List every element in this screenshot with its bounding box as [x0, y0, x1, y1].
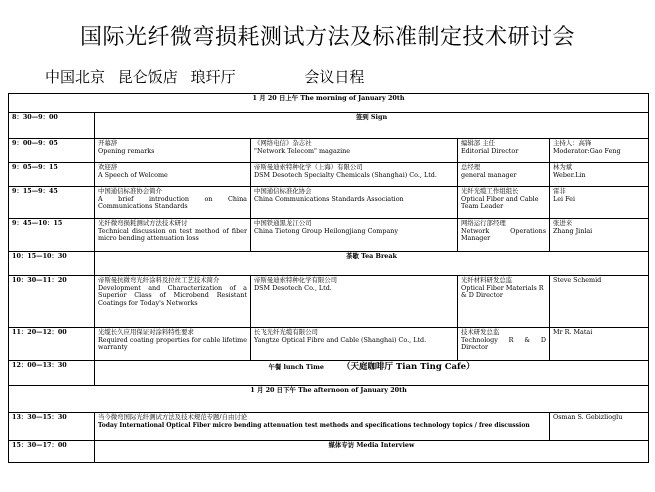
table-row	[9, 252, 649, 276]
role-cell	[458, 163, 550, 187]
org-cell	[251, 276, 458, 328]
schedule-table	[8, 93, 649, 463]
role-cell	[458, 276, 550, 328]
person-en: Zhang Jinlai	[553, 226, 593, 235]
time-cell: 9：00—9：05	[9, 139, 95, 163]
time-cell: 13：30—15：30	[9, 413, 95, 441]
table-row	[9, 413, 649, 441]
topic-cn: 当今微弯国际光纤测试方法及技术规范专题/自由讨论	[98, 413, 248, 421]
person-cell	[550, 187, 649, 219]
topic-cell	[95, 163, 251, 187]
banner-cell: 茶歇 Tea Break	[95, 252, 649, 276]
org-cell	[251, 328, 458, 361]
time-cell: 11：20—12：00	[9, 328, 95, 361]
venue-hall: 琅玕厅	[190, 68, 236, 86]
time-cell: 9：15—9：45	[9, 187, 95, 219]
role-en: Technology R & D Director	[461, 335, 546, 352]
topic-cell	[95, 328, 251, 361]
org-en: "Network Telecom" magazine	[254, 146, 351, 155]
org-en: DSM Desotech Specialty Chemicals (Shanghai) Co., Ltd.	[254, 170, 437, 179]
role-cn: 光纤材料研发总监	[461, 276, 513, 284]
org-cn: 帝斯曼迪索特种化学（上海）有限公司	[254, 163, 363, 171]
venue-line	[45, 66, 372, 87]
person-cell	[550, 139, 649, 163]
role-cn: 光纤光缆工作组组长	[461, 187, 519, 195]
topic-cell	[95, 276, 251, 328]
morning-header: 1 月 20 日上午 The morning of January 20th	[9, 94, 649, 113]
role-cell	[458, 219, 550, 252]
person-cell	[550, 163, 649, 187]
org-cn: 长飞光纤光缆有限公司	[254, 328, 318, 336]
topic-en: Development and Characterization of a Superior Class of Microbend Resistant Coatings for Today's Networks	[98, 283, 247, 308]
topic-cn: 光纤微弯损耗测试方法技术研讨	[98, 219, 188, 227]
person-en: Mr R. Matai	[553, 328, 593, 336]
table-row	[9, 139, 649, 163]
role-cell	[458, 328, 550, 361]
topic-cn: 帝斯曼抗微弯光纤涂料及拉丝工艺技术简介	[98, 276, 220, 284]
person-en: Steve Schemid	[553, 276, 602, 284]
time-cell: 10：30—11：20	[9, 276, 95, 328]
table-row	[9, 361, 649, 386]
org-en: China Tietong Group Heilongjiang Company	[254, 226, 398, 235]
topic-en: Opening remarks	[98, 146, 155, 155]
venue-hotel: 昆仑饭店	[117, 68, 178, 86]
topic-cn: 光缆长久应用保证对涂料特性要求	[98, 328, 194, 336]
page-title: 国际光纤微弯损耗测试方法及标准制定技术研讨会	[79, 25, 575, 50]
topic-en: A brief introduction on China Communications Standards	[98, 194, 247, 211]
lunch-venue: （天庭咖啡厅 Tian Ting Cafe）	[341, 362, 475, 372]
org-cn: 《网络电信》杂志社	[254, 139, 312, 147]
org-cell	[251, 219, 458, 252]
role-cell	[458, 139, 550, 163]
table-row	[9, 187, 649, 219]
topic-cn: 欢迎辞	[98, 163, 118, 171]
time-cell: 8：30—9：00	[9, 113, 95, 139]
afternoon-header: 1 月 20 日下午 The afternoon of January 20th	[9, 386, 649, 413]
role-en: Optical Fiber Materials R & D Director	[461, 283, 544, 300]
banner-cell	[95, 361, 649, 386]
role-en: Network Operations Manager	[461, 226, 546, 243]
person-cn: 林为斌	[553, 163, 573, 171]
role-en: Editorial Director	[461, 146, 519, 155]
time-cell: 9：45—10：15	[9, 219, 95, 252]
topic-cn: 开幕辞	[98, 139, 118, 147]
org-en: DSM Desotech Co., Ltd.	[254, 283, 332, 292]
venue-city: 中国北京	[45, 68, 106, 86]
topic-cell	[95, 413, 550, 441]
table-row	[9, 276, 649, 328]
org-cn: 中国通信标准化协会	[254, 187, 312, 195]
org-cn: 帝斯曼迪索特种化学有限公司	[254, 276, 338, 284]
person-cell: Osman S. Gebizlioglu	[550, 413, 649, 441]
topic-cell	[95, 187, 251, 219]
org-cell	[251, 187, 458, 219]
time-cell: 9：05—9：15	[9, 163, 95, 187]
org-cn: 中国铁通黑龙江公司	[254, 219, 312, 227]
person-en: Moderator:Gao Feng	[553, 146, 621, 155]
role-cell	[458, 187, 550, 219]
org-en: Yangtze Optical Fibre and Cable (Shanghai) Co., Ltd.	[254, 335, 427, 344]
time-cell: 15：30—17：00	[9, 441, 95, 463]
person-cn: 张进来	[553, 219, 573, 227]
table-row	[9, 328, 649, 361]
person-cn: 主持人：高锋	[553, 139, 592, 147]
role-cn: 技术研发总监	[461, 328, 500, 336]
person-en: Weber.Lin	[553, 170, 586, 179]
topic-cell	[95, 219, 251, 252]
table-row	[9, 94, 649, 113]
person-cn: 雷非	[553, 187, 566, 195]
role-en: Optical Fiber and Cable Team Leader	[461, 194, 539, 211]
role-cn: 总经理	[461, 163, 481, 171]
person-en: Lei Fei	[553, 194, 576, 203]
org-cell	[251, 163, 458, 187]
table-row	[9, 441, 649, 463]
org-cell	[251, 139, 458, 163]
topic-en: Required coating properties for cable lifetime warranty	[98, 335, 247, 352]
agenda-label: 会议日程	[304, 68, 365, 86]
table-row	[9, 219, 649, 252]
topic-en: Today International Optical Fiber micro bending attenuation test methods and specifications technology topics / free discussion	[98, 421, 530, 429]
role-cn: 编辑部 主任	[461, 139, 495, 147]
time-cell: 12：00—13：30	[9, 361, 95, 386]
role-cn: 网络运行部经理	[461, 219, 506, 227]
banner-cell: 媒体专访 Media Interview	[95, 441, 649, 463]
table-row	[9, 163, 649, 187]
topic-cn: 中国通信标准协会简介	[98, 187, 162, 195]
person-cell	[550, 328, 649, 361]
banner-cell: 签到 Sign	[95, 113, 649, 139]
topic-cell	[95, 139, 251, 163]
person-cell	[550, 276, 649, 328]
topic-en: A Speech of Welcome	[98, 170, 168, 179]
table-row	[9, 113, 649, 139]
topic-en: Technical discussion on test method of fiber micro bending attenuation loss	[98, 226, 247, 243]
time-cell: 10：15—10：30	[9, 252, 95, 276]
table-row	[9, 386, 649, 413]
role-en: general manager	[461, 170, 517, 179]
org-en: China Communications Standards Association	[254, 194, 404, 203]
lunch-banner: 午餐 lunch Time	[268, 363, 324, 371]
person-cell	[550, 219, 649, 252]
